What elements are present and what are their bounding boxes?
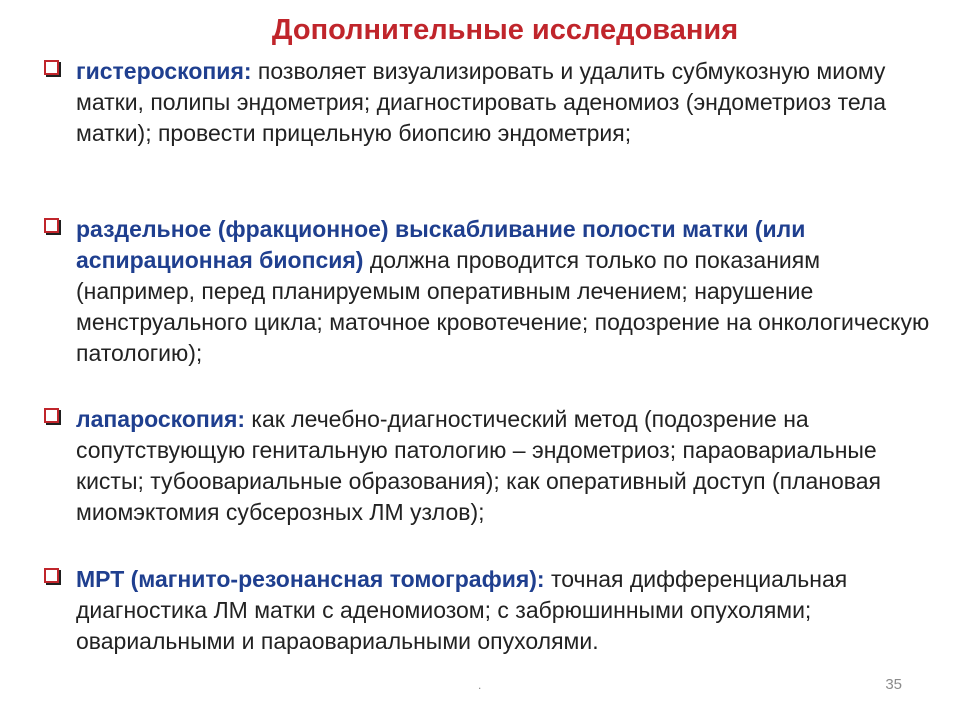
item-text (76, 214, 944, 369)
checkbox-bullet-icon (44, 60, 59, 75)
item-text (76, 404, 944, 528)
list-item-laparoscopy (44, 404, 944, 528)
list-item-hysteroscopy (44, 56, 944, 149)
list-item-curettage (44, 214, 944, 369)
item-term: раздельное (фракционное) выскабливание полости матки (или аспирационная биопсия) (76, 216, 806, 273)
item-term: гистероскопия: (76, 58, 252, 84)
page-number: 35 (885, 676, 902, 693)
item-description: позволяет визуализировать и удалить субмукозную миому матки, полипы эндометрия; диагностировать аденомиоз (эндометриоз тела матки); провести прицельную биопсию эндометрия; (76, 58, 887, 146)
list-item-mri (44, 564, 944, 657)
item-term: лапароскопия: (76, 406, 246, 432)
checkbox-bullet-icon (44, 568, 59, 583)
item-text (76, 56, 944, 149)
slide-title: Дополнительные исследования (271, 14, 739, 46)
item-text (76, 564, 944, 657)
item-description: точная дифференциальная диагностика ЛМ матки с аденомиозом; с забрюшинными опухолями; овариальными и параовариальными опухолями. (76, 566, 848, 654)
checkbox-bullet-icon (44, 408, 59, 423)
checkbox-bullet-icon (44, 218, 59, 233)
item-description: как лечебно-диагностический метод (подозрение на сопутствующую генитальную патологию – эндометриоз; параовариальные кисты; тубоовариальные образования); как оперативный доступ (плановая миомэктомия субсерозных ЛМ узлов); (76, 406, 881, 525)
item-term: МРТ (магнито-резонансная томография): (76, 566, 545, 592)
item-description: должна проводится только по показаниям (например, перед планируемым оперативным лечением; нарушение менструального цикла; маточное кровотечение; подозрение на онкологическую патологию); (76, 247, 930, 366)
footer-mark: . (478, 678, 482, 692)
